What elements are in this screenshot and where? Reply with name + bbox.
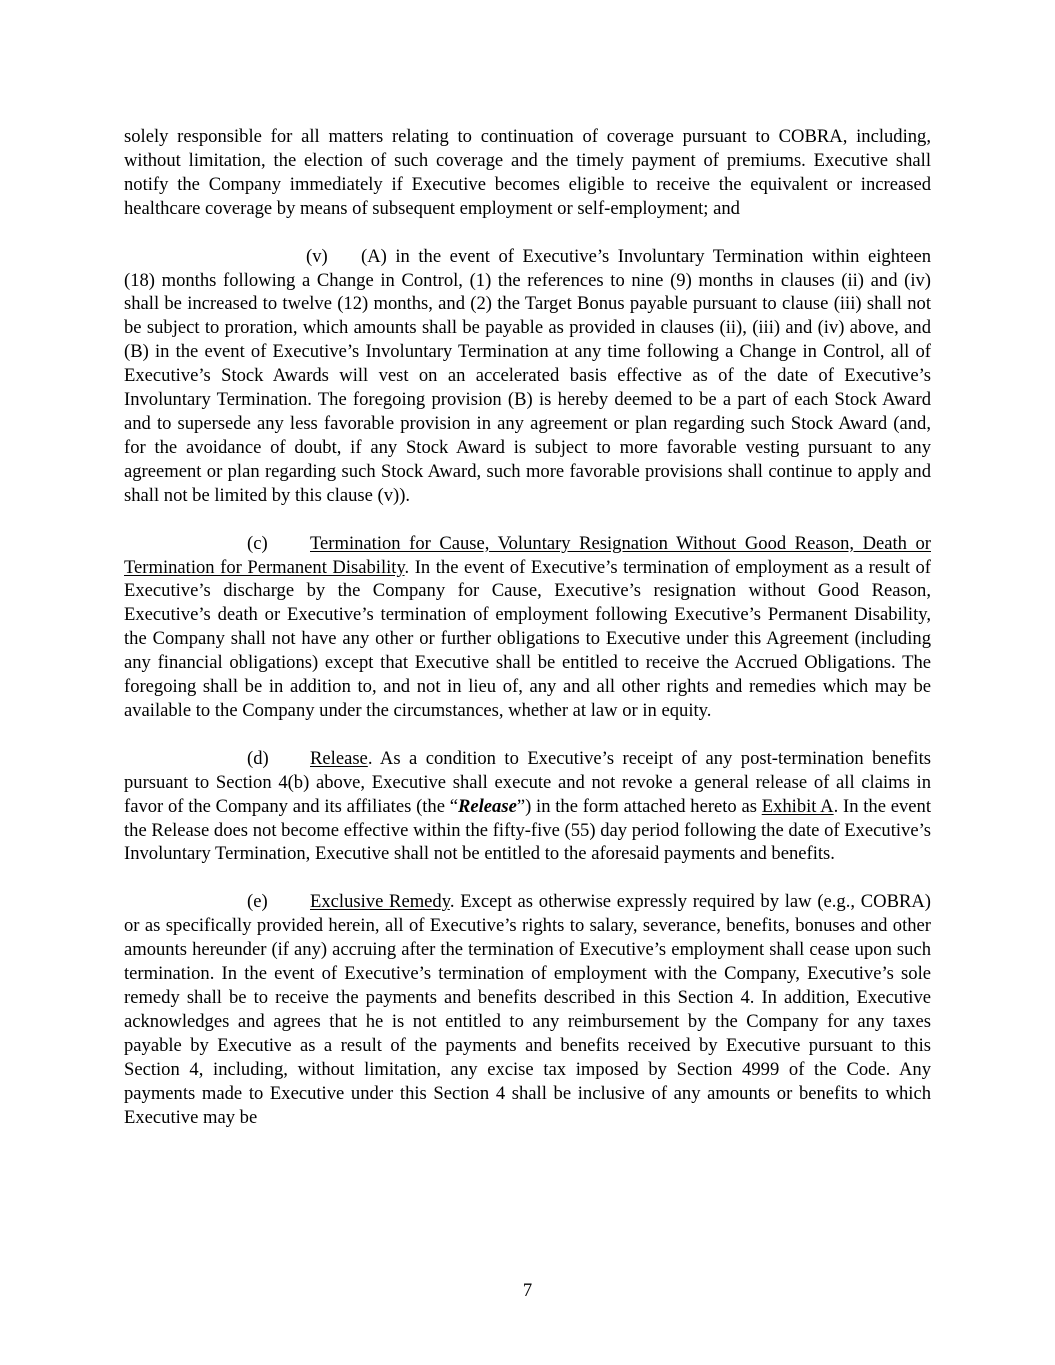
paragraph-text: (A) in the event of Executive’s Involuntary Termination within eighteen (18) months following a Change in Control, (1) the references to nine (9) months in clauses (ii) and (iv) shall be increased to twelve (12) months, and (2) the Target Bonus payable pursuant to clause (iii) shall not be subject to proration, which amounts shall be payable as provided in clauses (ii), (iii) and (iv) above, and (B) in the event of Executive’s Involuntary Termination at any time following a Change in Control, all of Executive’s Stock Awards will vest on an accelerated basis effective as of the date of Executive’s Involuntary Termination. The foregoing provision (B) is hereby deemed to be a part of each Stock Award and to supersede any less favorable provision in any agreement or plan regarding such Stock Award (and, for the avoidance of doubt, if any Stock Award is subject to more favorable vesting pursuant to any agreement or plan regarding such Stock Award, such more favorable provisions shall continue to apply and shall not be limited by this clause (v)). [124, 245, 931, 506]
section-heading: Exclusive Remedy [310, 891, 450, 913]
defined-term-release: Release [457, 795, 517, 817]
paragraph-text: . In the event of Executive’s termination of employment as a result of Executive’s discharge by the Company for Cause, Executive’s resignation without Good Reason, Executive’s death or Executive’s termination of employment following Executive’s Permanent Disability, the Company shall not have any other or further obligations to Executive under this Agreement (including any financial obligations) except that Executive shall be entitled to receive the Accrued Obligations. The foregoing shall be in addition to, and not in lieu of, any and all other rights and remedies which may be available to the Company under the circumstances, whether at law or in equity. [124, 556, 931, 721]
paragraph-text: . Except as otherwise expressly required by law (e.g., COBRA) or as specifically provided herein, all of Executive’s rights to salary, severance, benefits, bonuses and other amounts hereunder (if any) accruing after the termination of Executive’s employment shall cease upon such termination. In the event of Executive’s termination of employment with the Company, Executive’s sole remedy shall be to receive the payments and benefits described in this Section 4. In addition, Executive acknowledges and agrees that he is not entitled to any reimbursement by the Company for any taxes payable by Executive as a result of the payments and benefits received by Executive pursuant to this Section 4, including, without limitation, any excise tax imposed by Section 4999 of the Code. Any payments made to Executive under this Section 4 shall be inclusive of any amounts or benefits to which Executive may be [124, 891, 931, 1128]
paragraph-text: . As a condition to Executive’s receipt of any post-termination benefits pursuant to Section 4(b) above, Executive shall execute and not revoke a general release of all claims in favor of the Company and its affiliates (the “ [124, 747, 931, 817]
paragraph-text: solely responsible for all matters relating to continuation of coverage pursuant to COBRA, including, without limitation, the election of such coverage and the timely payment of premiums. Executive shall notify the Company immediately if Executive becomes eligible to receive the equivalent or increased healthcare coverage by means of subsequent employment or self-employment; and [124, 126, 931, 219]
section-heading: Release [310, 747, 368, 769]
section-number: (e) [247, 891, 268, 913]
section-number: (c) [247, 532, 268, 554]
paragraph-section-c [124, 532, 931, 723]
paragraph-text: ”) in the form attached hereto as [516, 795, 762, 817]
paragraph-section-d [124, 747, 931, 867]
paragraph-text: . In the event the Release does not become effective within the fifty-five (55) day period following the date of Executive’s Involuntary Termination, Executive shall not be entitled to the aforesaid payments and benefits. [124, 795, 931, 865]
paragraph-clause-v [124, 245, 931, 508]
section-number: (d) [247, 747, 269, 769]
document-body [124, 125, 931, 1153]
paragraph-section-e [124, 890, 931, 1129]
page-number: 7 [522, 1280, 533, 1301]
section-heading: Termination for Cause, Voluntary Resignation Without Good Reason, Death or Termination for Permanent Disability [124, 532, 931, 578]
clause-number: (v) [306, 245, 328, 267]
paragraph-cobra-continuation [124, 125, 931, 221]
exhibit-reference: Exhibit A [761, 795, 834, 817]
